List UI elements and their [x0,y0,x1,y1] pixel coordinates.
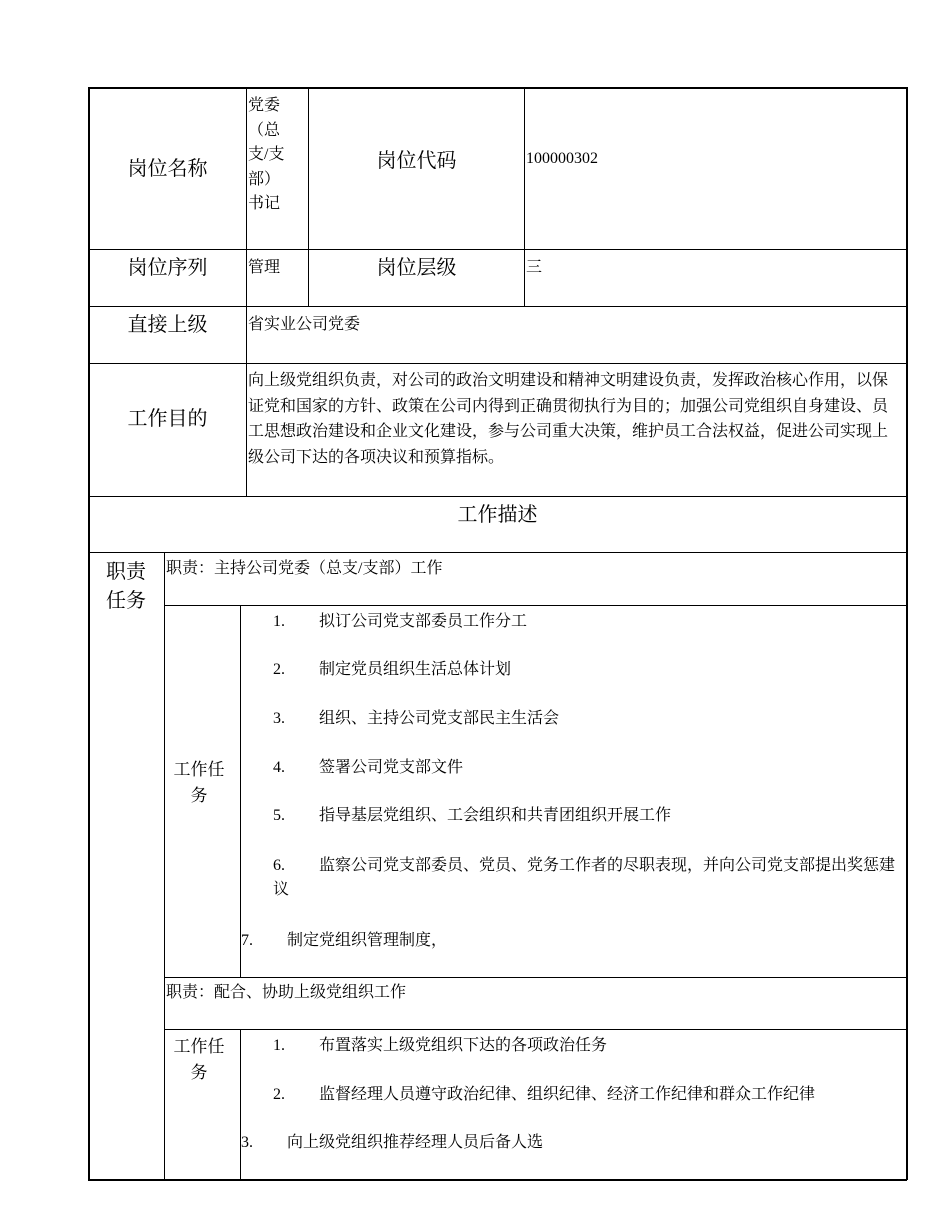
post-code-value: 100000302 [526,150,598,167]
task-number: 1. [273,1037,285,1054]
table-border-bottom [88,1179,907,1181]
work-task-label: 工作任务 [173,760,225,805]
table-border-left [88,87,90,1180]
task-item [241,929,881,953]
work-task-label: 工作任务 [173,1037,225,1082]
post-sequence-value: 管理 [248,259,281,276]
post-code-label: 岗位代码 [376,149,457,172]
task-item [241,1131,881,1155]
task-number: 2. [273,1086,285,1103]
duty-title: 职责：主持公司党委（总支/支部）工作 [166,560,443,577]
task-item [273,1083,901,1107]
task-text: 组织、主持公司党支部民主生活会 [319,710,560,727]
col-divider [240,605,241,977]
task-number: 2. [273,661,285,678]
col-divider [524,87,525,306]
task-item [273,707,893,731]
row-divider [88,496,907,497]
table-border-right [906,87,908,1180]
task-text: 布置落实上级党组织下达的各项政治任务 [319,1037,608,1054]
task-text: 签署公司党支部文件 [319,759,464,776]
post-sequence-label: 岗位序列 [127,257,208,279]
direct-superior-value: 省实业公司党委 [248,316,361,333]
col-divider [246,87,247,496]
col-divider [240,1029,241,1180]
post-level-label: 岗位层级 [376,257,457,279]
task-text: 拟订公司党支部委员工作分工 [319,613,528,630]
direct-superior-label: 直接上级 [127,314,208,336]
task-number: 7. [241,932,253,949]
duties-label: 职责任务 [106,561,146,612]
task-item [273,804,893,828]
task-number: 4. [273,759,285,776]
task-item [273,854,901,902]
task-number: 3. [241,1134,253,1151]
task-text: 监督经理人员遵守政治纪律、组织纪律、经济工作纪律和群众工作纪律 [319,1086,816,1103]
row-divider [164,977,907,978]
task-number: 6. [273,857,285,874]
work-purpose-value: 向上级党组织负责，对公司的政治文明建设和精神文明建设负责，发挥政治核心作用，以保证党和国家的方针、政策在公司内得到正确贯彻执行为目的；加强公司党组织自身建设、员工思想政治建设和企业文化建设，参与公司重大决策，维护员工合法权益，促进公司实现上级公司下达的各项决议和预算指标。 [248,372,889,466]
task-text: 指导基层党组织、工会组织和共青团组织开展工作 [319,807,672,824]
task-text: 制定党组织管理制度， [287,932,448,949]
task-item [273,610,893,634]
task-number: 3. [273,710,285,727]
task-number: 5. [273,807,285,824]
task-text: 监察公司党支部委员、党员、党务工作者的尽职表现，并向公司党支部提出奖惩建议 [273,857,896,898]
task-text: 向上级党组织推荐经理人员后备人选 [287,1134,544,1151]
row-divider [88,306,907,307]
row-divider [88,552,907,553]
post-name-value: 党委（总支/支部）书记 [248,97,285,212]
task-item [273,658,893,682]
duty-title: 职责：配合、协助上级党组织工作 [166,984,407,1001]
row-divider [164,605,907,606]
work-description-header: 工作描述 [457,504,538,526]
task-item [273,1034,893,1058]
work-purpose-label: 工作目的 [127,408,208,430]
task-number: 1. [273,613,285,630]
post-name-label: 岗位名称 [127,157,208,180]
col-divider [164,552,165,1180]
task-text: 制定党员组织生活总体计划 [319,661,512,678]
row-divider [88,249,907,250]
post-level-value: 三 [526,259,543,276]
task-item [273,756,893,780]
row-divider [164,1029,907,1030]
